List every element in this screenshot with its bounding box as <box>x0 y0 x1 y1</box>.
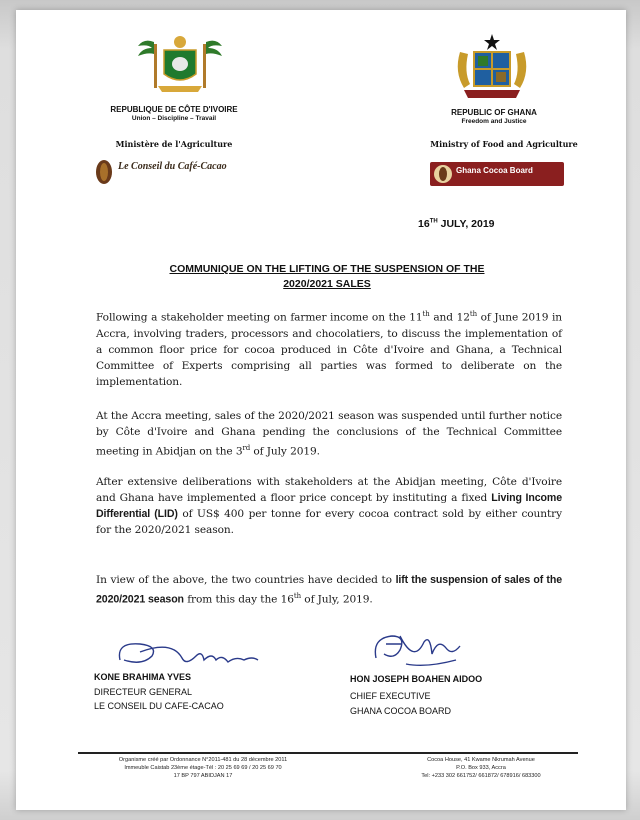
communique-title <box>102 262 552 292</box>
ci-republic-name: REPUBLIQUE DE CÔTE D'IVOIRE <box>110 105 238 114</box>
paragraph-3: After extensive deliberations with stakeholders at the Abidjan meeting, Côte d'Ivoire and Ghana have implemented a floor price concept by instituting a fixed Living Income Differential (LID) of US$ 400 per tonne for every cocoa contract sold by either country for the 2020/2021 season. <box>96 476 563 536</box>
footer-divider <box>78 752 578 754</box>
cocoa-pod-icon <box>433 164 453 184</box>
title-line-2: 2020/2021 SALES <box>283 278 371 290</box>
ci-cafe-cacao-logo <box>92 158 248 186</box>
gh-republic-name: REPUBLIC OF GHANA <box>451 108 537 117</box>
left-signatory-name: KONE BRAHIMA YVES <box>94 672 192 682</box>
ghana-cocoa-board-logo-text: Ghana Cocoa Board <box>456 166 533 175</box>
left-signature-icon <box>112 630 262 672</box>
ci-ministry: Ministère de l'Agriculture <box>115 139 233 149</box>
right-signatory-organization: GHANA COCOA BOARD <box>350 706 452 716</box>
paragraph-2: At the Accra meeting, sales of the 2020/2021 season was suspended until further notice by Côte d'Ivoire and Ghana pending the conclusions of the Technical Committee meeting in Abidjan on the 3rd of July 2019. <box>96 410 562 458</box>
paragraph-4: In view of the above, the two countries have decided to lift the suspension of sales of the 2020/2021 season from this day the 16th of July, 2019. <box>96 574 562 606</box>
document-page <box>16 10 626 810</box>
right-signatory-name: HON JOSEPH BOAHEN AIDOO <box>350 674 483 684</box>
cocoa-pod-icon <box>92 158 116 186</box>
title-line-1: COMMUNIQUE ON THE LIFTING OF THE SUSPENSION OF THE <box>169 263 485 275</box>
gh-ministry: Ministry of Food and Agriculture <box>430 139 578 149</box>
right-signature-icon <box>366 624 466 674</box>
right-signatory-title: CHIEF EXECUTIVE <box>350 691 431 701</box>
footer-right-address: Cocoa House, 41 Kwame Nkrumah Avenue P.O. Box 933, Accra Tel: +233 302 661752/ 661872/ 678916/ 683300 <box>421 757 541 779</box>
ci-coat-of-arms-icon <box>134 34 226 96</box>
gh-motto: Freedom and Justice <box>461 118 527 125</box>
gh-coat-of-arms-icon <box>444 32 540 102</box>
paragraph-1: Following a stakeholder meeting on farmer income on the 11th and 12th of June 2019 in Accra, involving traders, processors and chocolatiers, to discuss the implementation of a common floor price for cocoa produced in Côte d'Ivoire and Ghana, a Technical Committee of Experts comprising all parties was formed to deliberate on the implementation. <box>96 310 562 388</box>
ghana-cocoa-board-logo <box>430 162 564 186</box>
left-signatory-title: DIRECTEUR GENERAL <box>94 687 193 697</box>
left-signatory-organization: LE CONSEIL DU CAFE-CACAO <box>94 701 224 711</box>
ci-motto: Union – Discipline – Travail <box>131 115 217 122</box>
footer-left-address: Organisme créé par Ordonnance N°2011-481 du 28 décembre 2011 Immeuble Caistab 23ème étage-Tél : 20 25 69 69 / 20 25 69 70 17 BP 797 ABIDJAN 17 <box>118 757 288 779</box>
document-date: 16TH JULY, 2019 <box>418 218 495 230</box>
ci-cafe-cacao-logo-text: Le Conseil du Café-Cacao <box>118 161 227 172</box>
